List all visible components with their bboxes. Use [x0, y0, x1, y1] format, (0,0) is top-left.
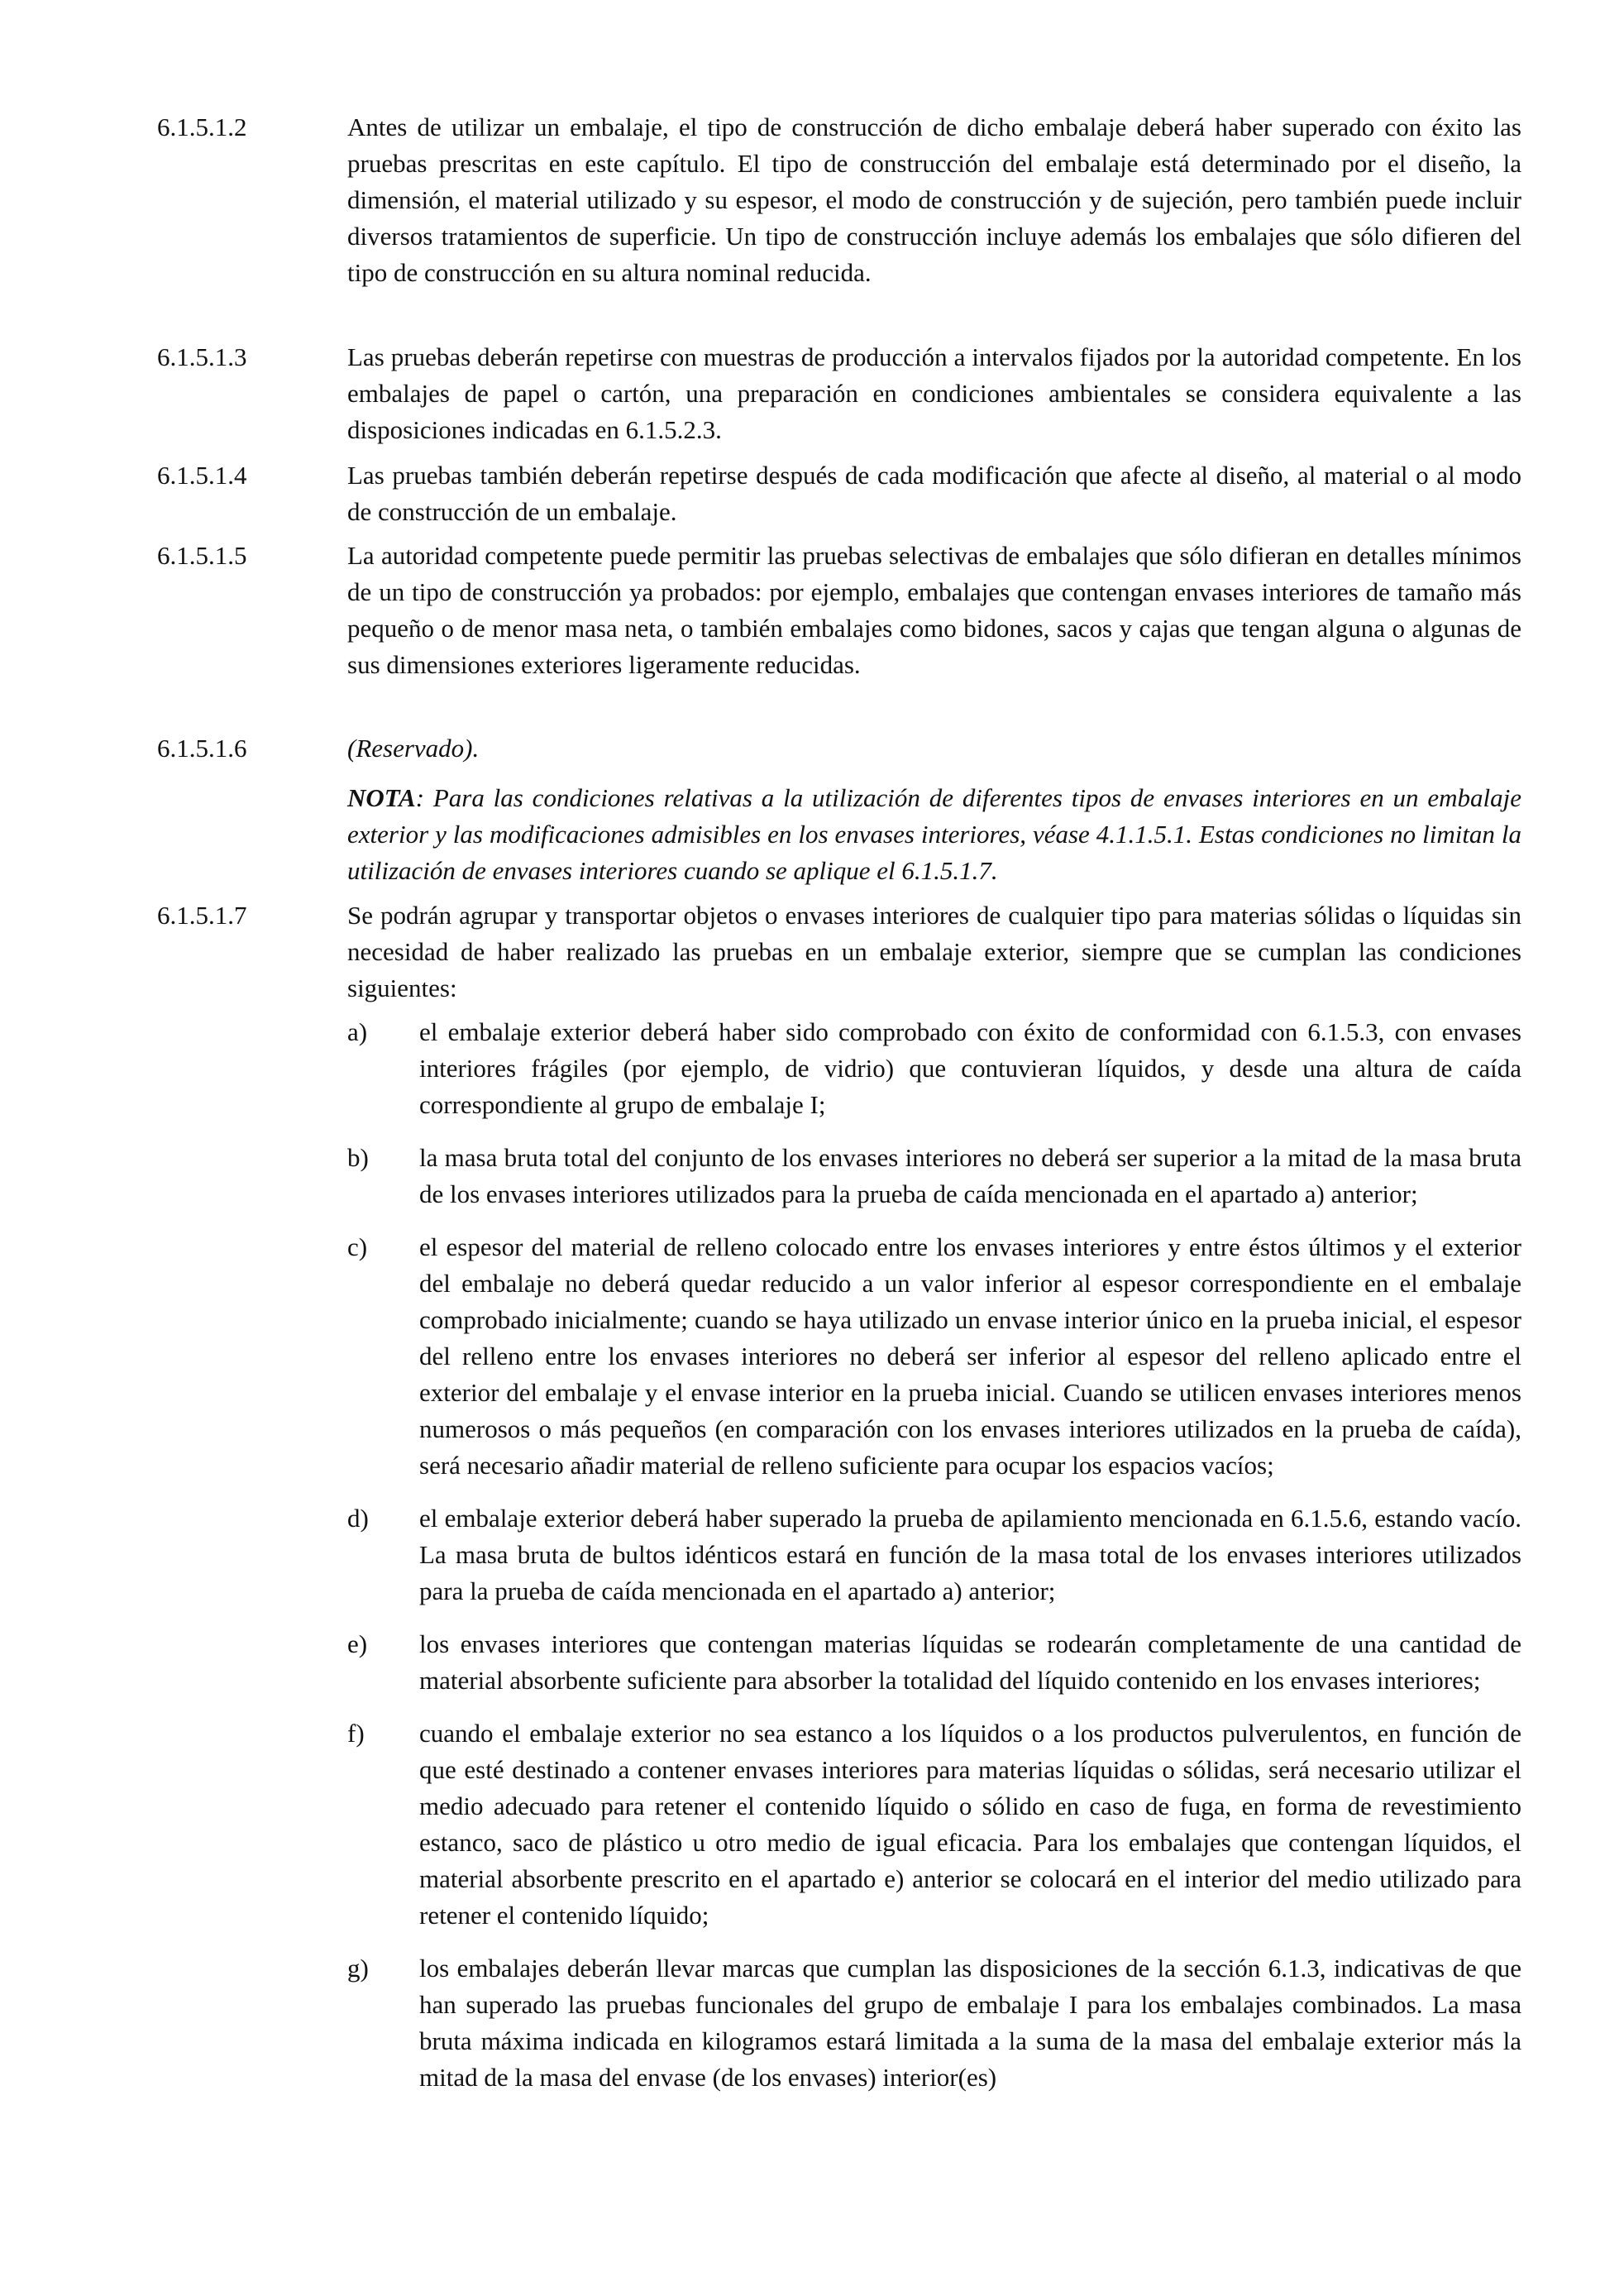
- paragraph-6-1-5-1-4: [157, 457, 1521, 530]
- note-body: : Para las condiciones relativas a la utilización de diferentes tipos de envases interiores en un embalaje exterior y las modificaciones admisibles en los envases interiores, véase 4.1.1.5.1. Estas condiciones no limitan la utilización de envases interiores cuando se aplique el 6.1.5.1.7.: [347, 783, 1521, 885]
- list-item-label: b): [347, 1143, 369, 1172]
- note-label: NOTA: [347, 783, 416, 812]
- list-item: [347, 1229, 1521, 1484]
- paragraph-6-1-5-1-5: [157, 538, 1521, 683]
- list-item-label: f): [347, 1719, 365, 1748]
- list-item-text: el espesor del material de relleno colocado entre los envases interiores y entre éstos últimos y el exterior del embalaje no deberá quedar reducido a un valor inferior al espesor correspondiente en el embalaje comprobado inicialmente; cuando se haya utilizado un envase interior único en la prueba inicial, el espesor del relleno entre los envases interiores no deberá ser inferior al espesor del relleno aplicado entre el exterior del embalaje y el envase interior en la prueba inicial. Cuando se utilicen envases interiores menos numerosos o más pequeños (en comparación con los envases interiores utilizados en la prueba de caída), será necesario añadir material de relleno suficiente para ocupar los espacios vacíos;: [419, 1232, 1521, 1480]
- list-item-label: e): [347, 1629, 368, 1658]
- paragraph-number: 6.1.5.1.6: [157, 734, 247, 763]
- list-item-label: d): [347, 1504, 369, 1533]
- list-item-label: g): [347, 1954, 369, 1983]
- condition-list: [347, 1014, 1521, 2096]
- list-item-text: cuando el embalaje exterior no sea estanco a los líquidos o a los productos pulverulentos, en función de que esté destinado a contener envases interiores para materias líquidas o sólidas, será necesario utilizar el medio adecuado para retener el contenido líquido o sólido en caso de fuga, en forma de revestimiento estanco, saco de plástico u otro medio de igual eficacia. Para los embalajes que contengan líquidos, el material absorbente prescrito en el apartado e) anterior se colocará en el interior del medio utilizado para retener el contenido líquido;: [419, 1719, 1521, 1930]
- list-item-text: los embalajes deberán llevar marcas que cumplan las disposiciones de la sección 6.1.3, indicativas de que han superado las pruebas funcionales del grupo de embalaje I para los embalajes combinados. La masa bruta máxima indicada en kilogramos estará limitada a la suma de la masa del embalaje exterior más la mitad de la masa del envase (de los envases) interior(es): [419, 1954, 1521, 2092]
- list-item-label: c): [347, 1232, 368, 1261]
- list-item: [347, 1715, 1521, 1934]
- list-item: [347, 1014, 1521, 1123]
- paragraph-text: Antes de utilizar un embalaje, el tipo de construcción de dicho embalaje deberá haber superado con éxito las pruebas prescritas en este capítulo. El tipo de construcción del embalaje está determinado por el diseño, la dimensión, el material utilizado y su espesor, el modo de construcción y de sujeción, pero también puede incluir diversos tratamientos de superficie. Un tipo de construcción incluye además los embalajes que sólo difieren del tipo de construcción en su altura nominal reducida.: [347, 112, 1521, 287]
- paragraph-text: (Reservado).: [347, 734, 480, 763]
- paragraph-6-1-5-1-2: [157, 109, 1521, 291]
- paragraph-text: La autoridad competente puede permitir las pruebas selectivas de embalajes que sólo difieran en detalles mínimos de un tipo de construcción ya probados: por ejemplo, embalajes que contengan envases interiores de tamaño más pequeño o de menor masa neta, o también embalajes como bidones, sacos y cajas que tengan alguna o algunas de sus dimensiones exteriores ligeramente reducidas.: [347, 541, 1521, 679]
- list-item: [347, 1626, 1521, 1699]
- paragraph-number: 6.1.5.1.4: [157, 461, 247, 490]
- list-item-label: a): [347, 1017, 368, 1046]
- paragraph-6-1-5-1-6: [157, 730, 1521, 767]
- paragraph-text: Se podrán agrupar y transportar objetos o envases interiores de cualquier tipo para materias sólidas o líquidas sin necesidad de haber realizado las pruebas en un embalaje exterior, siempre que se cumplan las condiciones siguientes:: [347, 901, 1521, 1002]
- paragraph-6-1-5-1-3: [157, 339, 1521, 448]
- paragraph-number: 6.1.5.1.3: [157, 342, 247, 371]
- list-item-text: los envases interiores que contengan materias líquidas se rodearán completamente de una cantidad de material absorbente suficiente para absorber la totalidad del líquido contenido en los envases interiores;: [419, 1629, 1521, 1695]
- paragraph-text: Las pruebas deberán repetirse con muestras de producción a intervalos fijados por la autoridad competente. En los embalajes de papel o cartón, una preparación en condiciones ambientales se considera equivalente a las disposiciones indicadas en 6.1.5.2.3.: [347, 342, 1521, 444]
- list-item: [347, 1500, 1521, 1610]
- list-item: [347, 1950, 1521, 2096]
- paragraph-number: 6.1.5.1.5: [157, 541, 247, 570]
- list-item-text: el embalaje exterior deberá haber sido comprobado con éxito de conformidad con 6.1.5.3, con envases interiores frágiles (por ejemplo, de vidrio) que contuvieran líquidos, y desde una altura de caída correspondiente al grupo de embalaje I;: [419, 1017, 1521, 1119]
- paragraph-6-1-5-1-7: [157, 897, 1521, 1007]
- paragraph-text: Las pruebas también deberán repetirse después de cada modificación que afecte al diseño, al material o al modo de construcción de un embalaje.: [347, 461, 1521, 526]
- paragraph-number: 6.1.5.1.7: [157, 901, 247, 930]
- note-text: [347, 780, 1521, 889]
- list-item: [347, 1140, 1521, 1213]
- list-item-text: la masa bruta total del conjunto de los envases interiores no deberá ser superior a la mitad de la masa bruta de los envases interiores utilizados para la prueba de caída mencionada en el apartado a) anterior;: [419, 1143, 1521, 1208]
- note-block: [157, 780, 1521, 889]
- list-item-text: el embalaje exterior deberá haber superado la prueba de apilamiento mencionada en 6.1.5.6, estando vacío. La masa bruta de bultos idénticos estará en función de la masa total de los envases interiores utilizados para la prueba de caída mencionada en el apartado a) anterior;: [419, 1504, 1521, 1605]
- paragraph-number: 6.1.5.1.2: [157, 112, 247, 141]
